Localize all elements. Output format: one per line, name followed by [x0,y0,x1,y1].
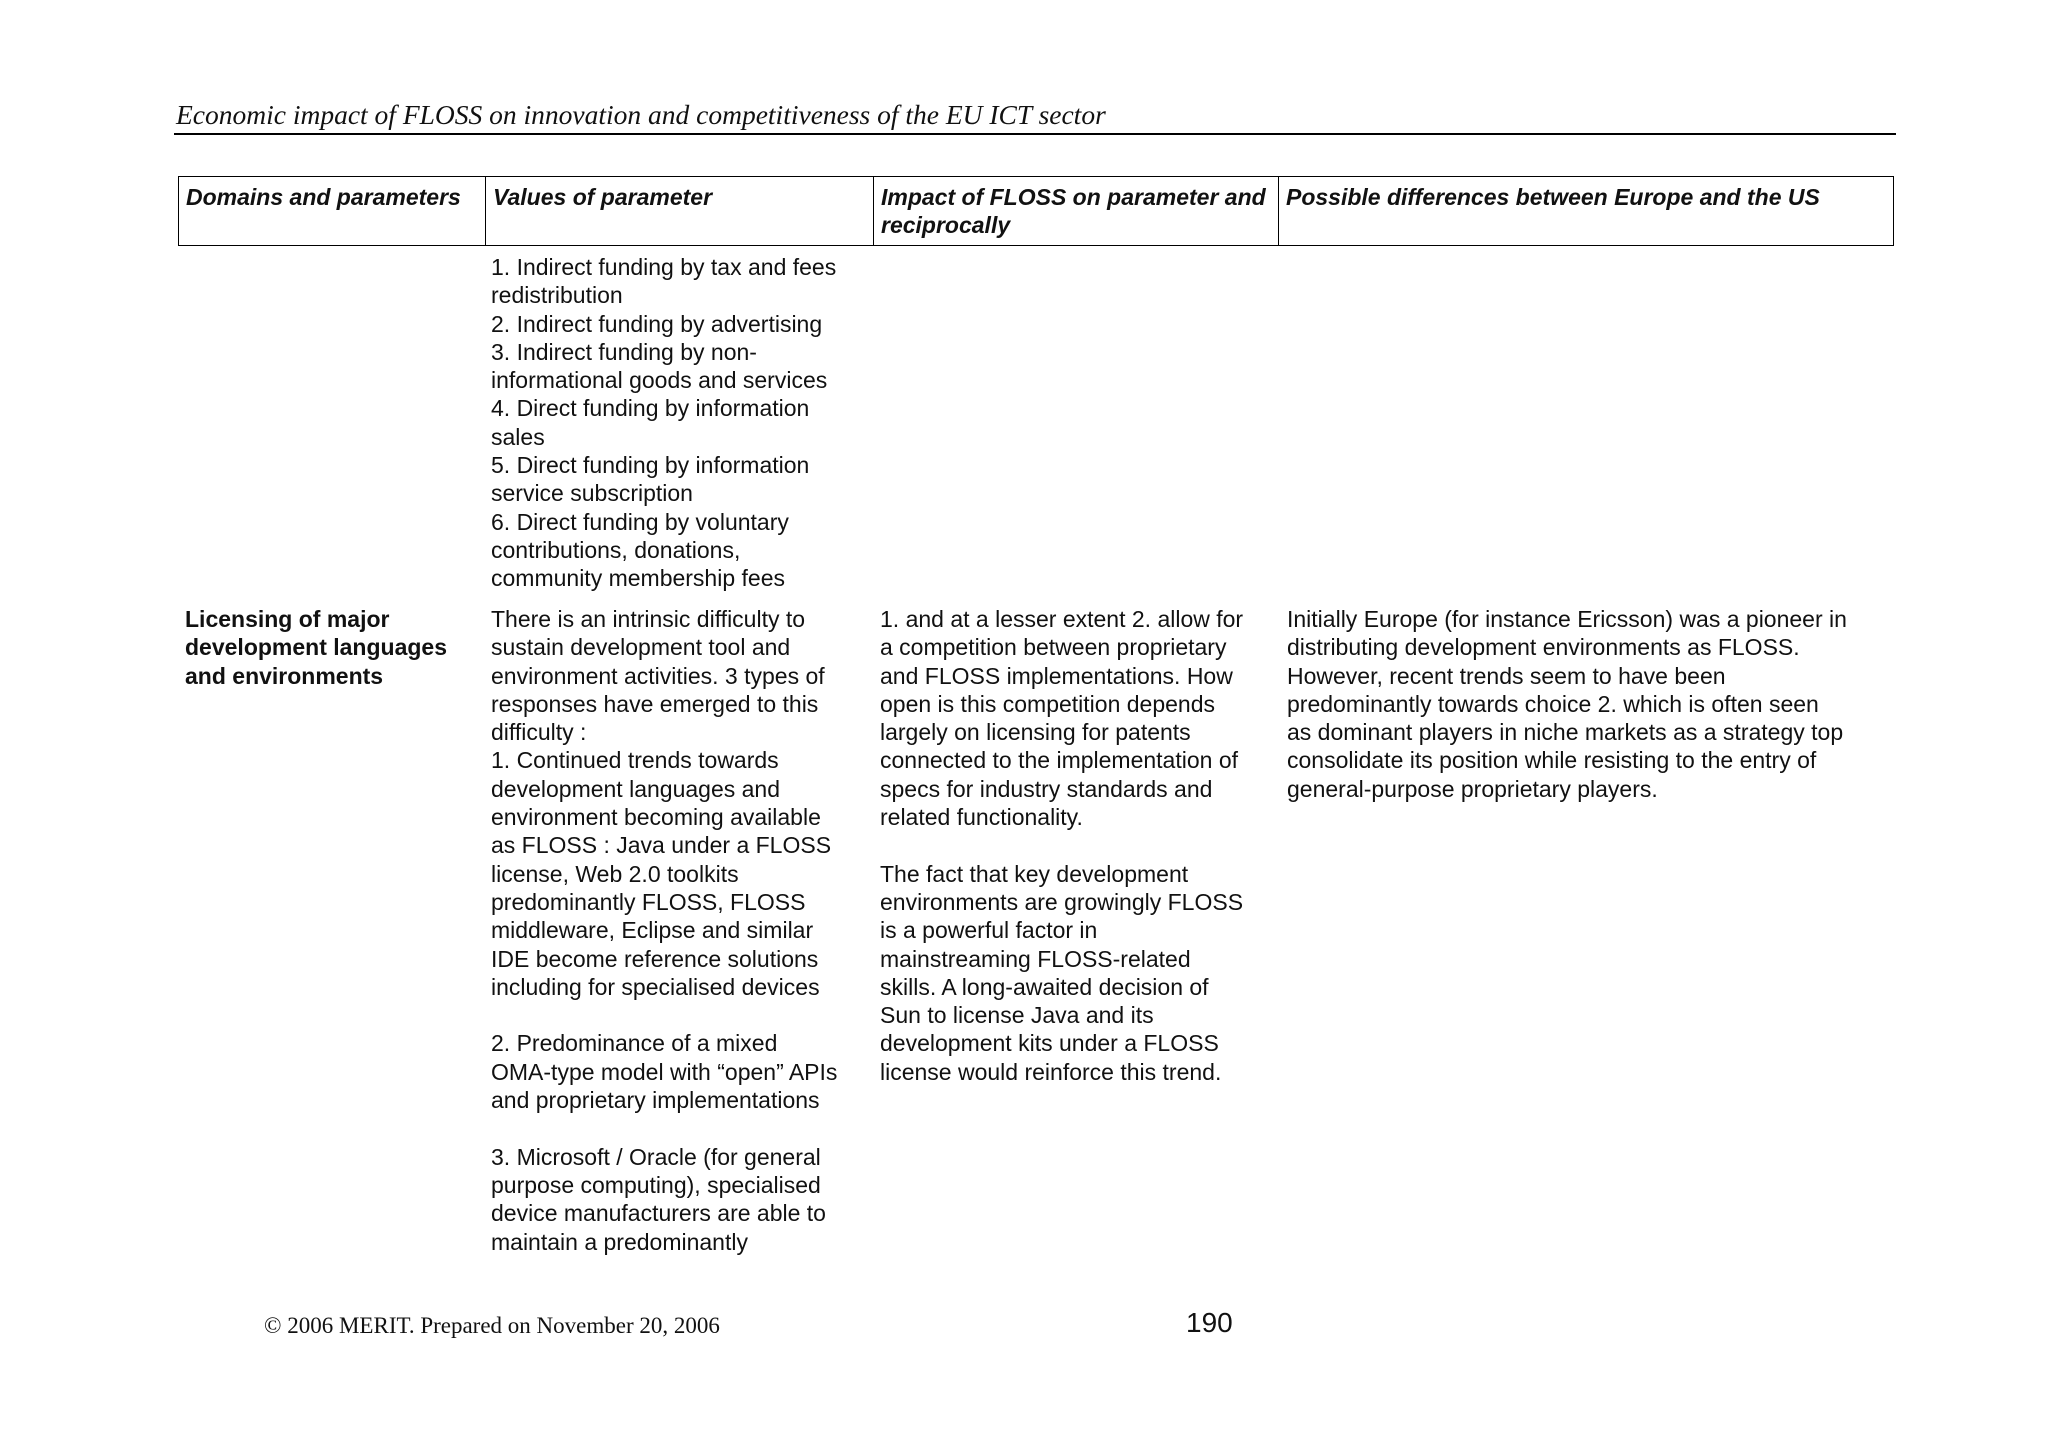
row2-impact-line: largely on licensing for patents [880,719,1191,746]
running-header: Economic impact of FLOSS on innovation and competitiveness of the EU ICT sector [176,99,1106,130]
row1-values-line: contributions, donations, [491,536,741,563]
row2-impact-line: a competition between proprietary [880,634,1227,661]
row1-values-line: sales [491,423,545,450]
row2-domain-line: Licensing of major [185,606,390,632]
row2-values-line: OMA-type model with “open” APIs [491,1058,838,1085]
row2-domain-line: and environments [185,662,384,689]
column-header-differences: Possible differences between Europe and the US [1278,177,1895,245]
row2-domain-cell [185,605,485,690]
row2-impact-cell [880,605,1290,1086]
row1-values-line: 6. Direct funding by voluntary [491,508,789,535]
row1-values-line: service subscription [491,480,693,507]
row2-values-line: 2. Predominance of a mixed [491,1030,778,1057]
row2-impact-line: development kits under a FLOSS [880,1030,1219,1057]
row2-impact-line: The fact that key development [880,860,1189,887]
row2-values-line: including for specialised devices [491,973,820,1000]
row2-values-line: development languages and [491,775,781,802]
row2-values-line: There is an intrinsic difficulty to [491,606,806,632]
row1-values-line: informational goods and services [491,367,828,394]
paragraph-gap [491,1001,881,1029]
row2-values-line: environment becoming available [491,804,821,831]
row2-values-line: 3. Microsoft / Oracle (for general [491,1143,821,1170]
row2-impact-line: skills. A long-awaited decision of [880,973,1209,1000]
column-header-domains: Domains and parameters [186,184,461,210]
page-number: 190 [1186,1307,1233,1338]
row2-differences-line: consolidate its position while resisting to the entry of [1287,747,1817,774]
column-header-values: Values of parameter [485,177,873,245]
row2-differences-line: Initially Europe (for instance Ericsson) was a pioneer in [1287,606,1847,632]
row1-values-line: redistribution [491,282,623,309]
row2-values-line: difficulty : [491,719,587,746]
footer-copyright: © 2006 MERIT. Prepared on November 20, 2006 [264,1313,720,1338]
row2-values-line: middleware, Eclipse and similar [491,917,814,944]
row2-values-line: purpose computing), specialised [491,1171,821,1198]
row2-values-line: device manufacturers are able to [491,1200,826,1227]
row2-values-line: 1. Continued trends towards [491,747,779,774]
row1-values-line: 1. Indirect funding by tax and fees [491,254,837,280]
row2-impact-line: license would reinforce this trend. [880,1058,1222,1085]
row1-values-line: 5. Direct funding by information [491,452,810,479]
row1-values-line: 2. Indirect funding by advertising [491,310,823,337]
row2-impact-line: 1. and at a lesser extent 2. allow for [880,606,1244,632]
row2-values-line: environment activities. 3 types of [491,662,825,689]
row2-values-line: predominantly FLOSS, FLOSS [491,888,806,915]
row2-values-line: as FLOSS : Java under a FLOSS [491,832,832,859]
row2-impact-line: Sun to license Java and its [880,1002,1154,1029]
row2-differences-line: distributing development environments as FLOSS. [1287,634,1800,661]
row2-differences-line: general-purpose proprietary players. [1287,775,1658,802]
row2-values-line: sustain development tool and [491,634,791,661]
header-rule [174,133,1896,135]
row2-values-line: and proprietary implementations [491,1087,820,1114]
row1-values-cell [491,253,881,593]
row2-impact-line: is a powerful factor in [880,917,1098,944]
row1-values-line: community membership fees [491,565,785,592]
row2-differences-line: However, recent trends seem to have been [1287,662,1726,689]
row2-impact-line: environments are growingly FLOSS [880,888,1244,915]
row2-differences-line: as dominant players in niche markets as a strategy top [1287,719,1844,746]
row2-values-line: responses have emerged to this [491,690,819,717]
paragraph-gap [491,1114,881,1142]
row2-differences-line: predominantly towards choice 2. which is often seen [1287,690,1819,717]
row1-values-line: 3. Indirect funding by non- [491,338,757,365]
row2-impact-line: related functionality. [880,804,1083,831]
row1-values-line: 4. Direct funding by information [491,395,810,422]
row2-impact-line: connected to the implementation of [880,747,1239,774]
row2-impact-line: open is this competition depends [880,690,1215,717]
row2-domain-line: development languages [185,634,448,661]
row2-impact-line: and FLOSS implementations. How [880,662,1233,689]
row2-impact-line: specs for industry standards and [880,775,1213,802]
row2-values-line: license, Web 2.0 toolkits [491,860,739,887]
row2-differences-cell [1287,605,1897,803]
paragraph-gap [880,831,1290,859]
table-header-row [178,176,1894,246]
row2-values-line: maintain a predominantly [491,1228,748,1255]
column-header-impact: Impact of FLOSS on parameter and reciprocally [873,177,1278,245]
row2-impact-line: mainstreaming FLOSS-related [880,945,1191,972]
row2-values-line: IDE become reference solutions [491,945,819,972]
row2-values-cell [491,605,881,1256]
